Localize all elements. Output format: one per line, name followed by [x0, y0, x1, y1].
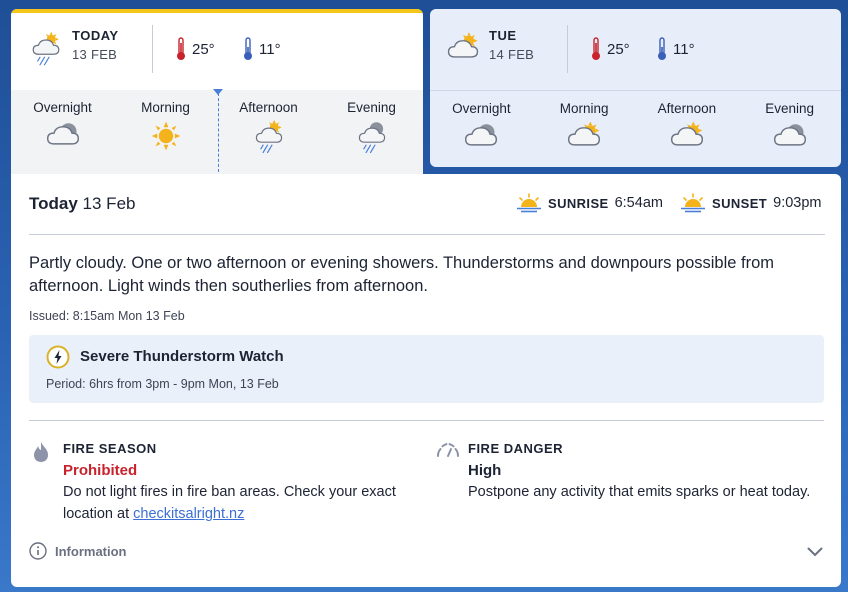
- gauge-icon: [436, 441, 460, 464]
- detail-header: [29, 174, 825, 235]
- thunderstorm-warning[interactable]: [29, 335, 824, 403]
- cloudy-night-icon: [430, 121, 533, 149]
- sunrise-time: 6:54am: [614, 195, 663, 211]
- period-label: Afternoon: [657, 101, 717, 116]
- warning-title: Severe Thunderstorm Watch: [80, 348, 284, 365]
- sunset-label: SUNSET: [712, 195, 768, 211]
- period-strip: [430, 90, 841, 167]
- period-label: Overnight: [33, 100, 92, 115]
- period-evening[interactable]: [738, 91, 841, 167]
- fire-season-desc: [63, 481, 408, 525]
- detail-title-day: Today: [29, 194, 78, 213]
- cloudy-night-icon: [738, 121, 841, 149]
- sunrise-icon: [516, 193, 542, 213]
- day-card-tue[interactable]: [430, 9, 841, 167]
- divider: [152, 25, 153, 73]
- fire-danger-body: [468, 441, 813, 503]
- sun-shower-icon: [217, 120, 320, 154]
- divider: [567, 25, 568, 73]
- period-morning[interactable]: [114, 90, 217, 174]
- day-card-header: [11, 9, 423, 90]
- period-label: Evening: [765, 101, 815, 116]
- day-card-today[interactable]: [11, 9, 423, 174]
- period-label: Afternoon: [239, 100, 298, 115]
- information-toggle[interactable]: [29, 542, 127, 560]
- night-shower-icon: [320, 120, 423, 154]
- period-afternoon[interactable]: [636, 91, 739, 167]
- period-overnight[interactable]: [11, 90, 114, 174]
- thermometer-cold-icon: [243, 37, 253, 61]
- detail-title-date: 13 Feb: [82, 194, 136, 213]
- period-label: Evening: [347, 100, 396, 115]
- period-label: Morning: [559, 101, 609, 116]
- issued-time: Issued: 8:15am Mon 13 Feb: [29, 309, 185, 323]
- sunrise-info: [516, 193, 663, 213]
- fire-season-body: [63, 441, 408, 525]
- min-temp-value: 11°: [259, 40, 281, 58]
- min-temp: [657, 37, 695, 61]
- partly-cloudy-icon: [636, 121, 739, 149]
- checkitsalright-link[interactable]: checkitsalright.nz: [133, 506, 245, 522]
- partly-cloudy-icon: [446, 31, 480, 64]
- day-date: 14 FEB: [489, 47, 535, 62]
- fire-danger-desc: Postpone any activity that emits sparks or heat today.: [468, 484, 811, 500]
- partly-cloudy-icon: [533, 121, 636, 149]
- fire-season-status: Prohibited: [63, 462, 138, 479]
- thermometer-hot-icon: [591, 37, 601, 61]
- now-line: [218, 93, 219, 174]
- period-label: Morning: [141, 100, 190, 115]
- sunset-time: 9:03pm: [773, 195, 822, 211]
- fire-danger-status: High: [468, 462, 502, 479]
- day-card-header: [430, 9, 841, 90]
- fire-danger-heading: FIRE DANGER: [468, 441, 564, 456]
- forecast-detail-panel: [11, 174, 841, 587]
- period-overnight[interactable]: [430, 91, 533, 167]
- chevron-down-icon[interactable]: [807, 544, 823, 562]
- fire-season-heading: FIRE SEASON: [63, 441, 157, 456]
- day-label: TODAY: [72, 28, 119, 43]
- thermometer-hot-icon: [176, 37, 186, 61]
- detail-title: [29, 194, 135, 214]
- day-date: 13 FEB: [72, 47, 118, 62]
- period-morning[interactable]: [533, 91, 636, 167]
- divider: [29, 420, 824, 421]
- lightning-icon: [46, 345, 70, 374]
- min-temp: [243, 37, 281, 61]
- max-temp-value: 25°: [192, 40, 215, 58]
- max-temp: [591, 37, 630, 61]
- info-icon: [29, 542, 47, 560]
- sun-shower-icon: [31, 31, 61, 72]
- period-evening[interactable]: [320, 90, 423, 174]
- fire-season-desc-text: Do not light fires in fire ban areas. Check your exact location at: [63, 484, 396, 522]
- sunset-info: [680, 193, 822, 213]
- warning-period: Period: 6hrs from 3pm - 9pm Mon, 13 Feb: [46, 377, 279, 391]
- day-label: TUE: [489, 28, 517, 43]
- information-label: Information: [55, 543, 127, 559]
- min-temp-value: 11°: [673, 40, 695, 58]
- max-temp: [176, 37, 215, 61]
- period-afternoon[interactable]: [217, 90, 320, 174]
- sunrise-label: SUNRISE: [548, 195, 609, 211]
- cloudy-night-icon: [11, 120, 114, 148]
- period-strip: [11, 90, 423, 174]
- sunny-icon: [114, 120, 217, 152]
- thermometer-cold-icon: [657, 37, 667, 61]
- period-label: Overnight: [452, 101, 511, 116]
- flame-icon: [31, 441, 51, 468]
- sunset-icon: [680, 193, 706, 213]
- forecast-text: Partly cloudy. One or two afternoon or evening showers. Thunderstorms and downpours possible from afternoon. Light winds then southerlies from afternoon.: [29, 254, 775, 295]
- max-temp-value: 25°: [607, 40, 630, 58]
